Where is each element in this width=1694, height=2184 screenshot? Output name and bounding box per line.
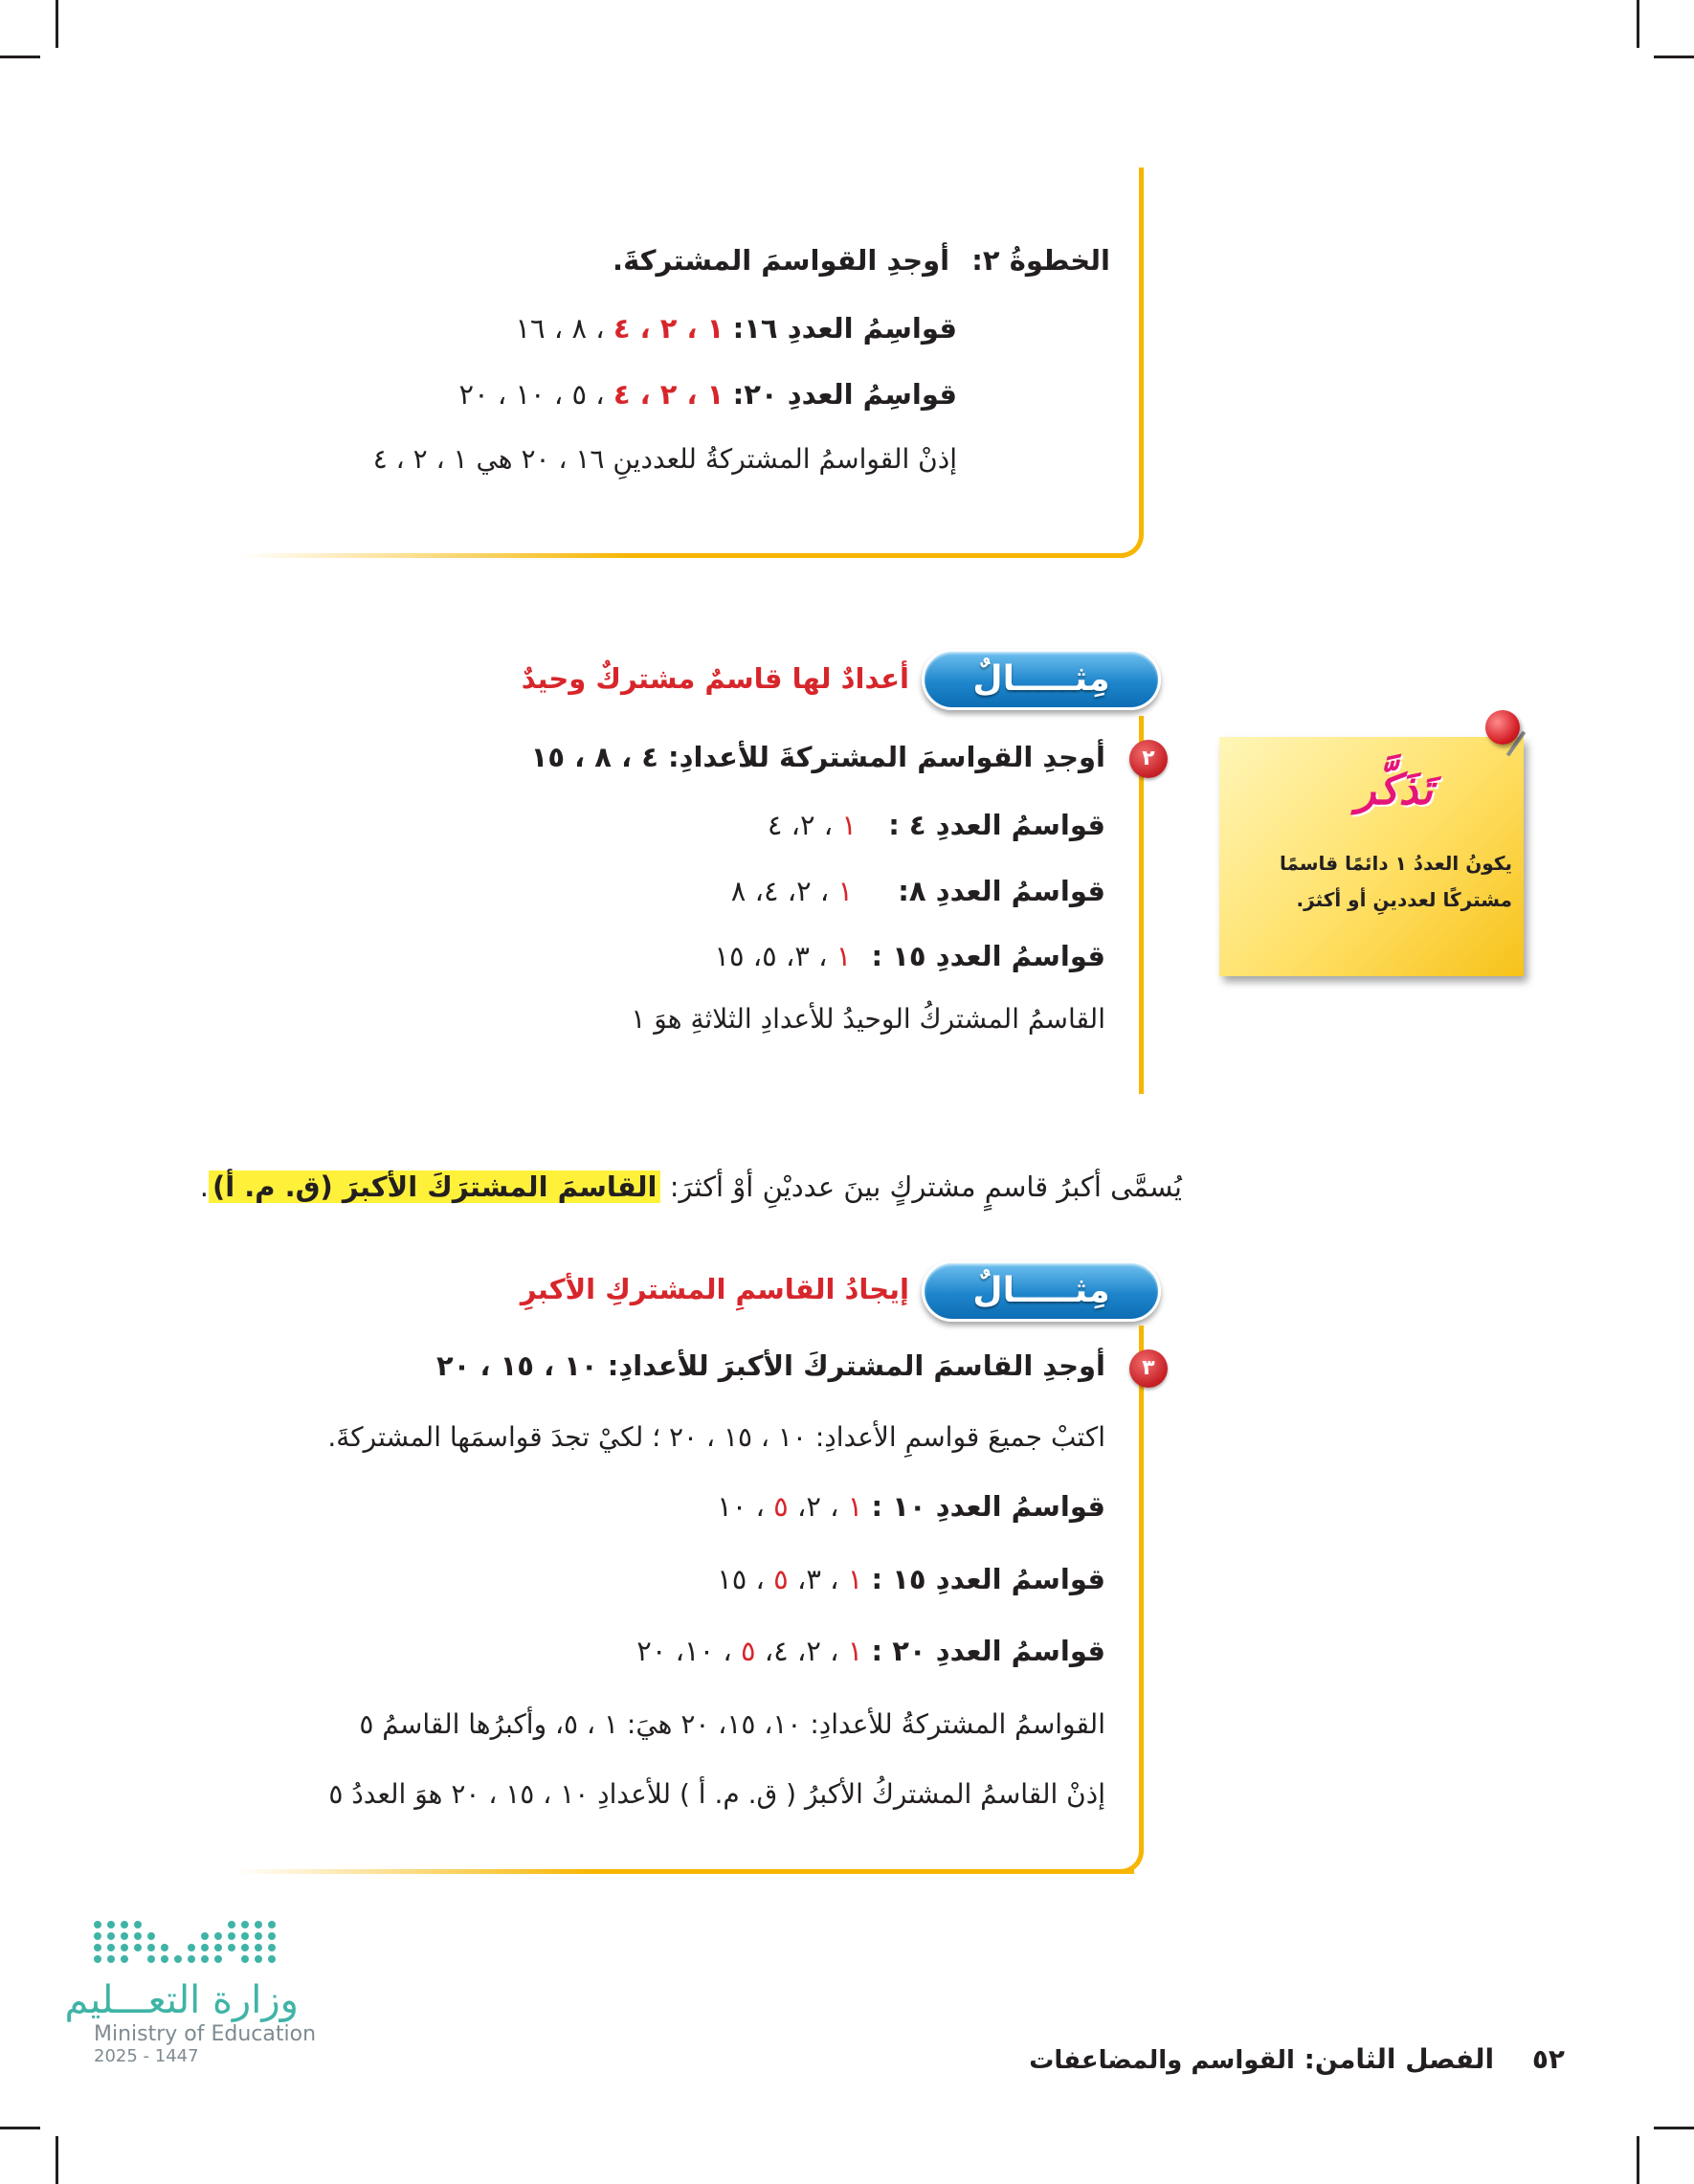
chapter-label: الفصل الثامن: — [1304, 2043, 1495, 2075]
step2-heading-line — [613, 244, 1110, 277]
step2-frame-bottom — [239, 553, 1125, 558]
remember-text-2: مشتركًا لعددينِ أو أكثرَ. — [1296, 888, 1512, 911]
divisors-16-prefix: قواسِمُ العددِ ١٦: — [732, 312, 957, 345]
example3-pill-label: مِثـــــالٌ — [972, 1271, 1110, 1310]
gcf-definition: يُسمَّى أكبرُ قاسمٍ مشتركٍ بينَ عدديْنِ أوْ أكثرَ: القاسمَ المشترَكَ الأكبرَ (ق. م. أ). — [199, 1170, 1182, 1203]
logo-year: 2025 - 1447 — [94, 2046, 199, 2066]
crop-mark — [1637, 2136, 1639, 2184]
logo-dots-icon — [94, 1921, 316, 1963]
crop-mark — [1637, 0, 1639, 48]
remember-title: تَذَكَّر — [1355, 766, 1433, 814]
example2-row: قواسمُ العددِ ٨: ١ ، ٢، ٤، ٨ — [730, 875, 1105, 907]
step2-label: الخطوةُ ٢: — [971, 244, 1110, 277]
page-footer — [1029, 2043, 1565, 2075]
example2-pill-label: مِثـــــالٌ — [972, 659, 1110, 699]
divisors-20-common: ١ ، ٢ ، ٤ — [613, 378, 724, 411]
logo-arabic: وزارة التعـــليم — [64, 1978, 299, 2022]
step2-heading: أوجدِ القواسمَ المشتركةَ. — [613, 244, 950, 277]
example3-instruction: اكتبْ جميعَ قواسمِ الأعدادِ: ١٠ ، ١٥ ، ٢٠ ؛ لكيْ تجدَ قواسمَها المشتركةَ. — [327, 1421, 1105, 1453]
divisors-20-prefix: قواسِمُ العددِ ٢٠: — [732, 378, 957, 411]
crop-mark — [1654, 56, 1694, 58]
example3-frame-bottom — [234, 1869, 1134, 1874]
step2-conclusion: إذنْ القواسمُ المشتركةُ للعددينِ ١٦ ، ٢٠ هي ١ ، ٢ ، ٤ — [372, 443, 957, 475]
example3-number-badge: ٣ — [1129, 1349, 1168, 1388]
example2-number-badge: ٢ — [1129, 740, 1168, 778]
example3-question: أوجدِ القاسمَ المشتركَ الأكبرَ للأعدادِ: ١٠ ، ١٥ ، ٢٠ — [435, 1349, 1105, 1382]
gcf-definition-highlight: القاسمَ المشترَكَ الأكبرَ (ق. م. أ) — [209, 1170, 661, 1203]
example2-row: قواسمُ العددِ ٤ : ١ ، ٢، ٤ — [767, 809, 1105, 841]
example3-title: إيجادُ القاسمِ المشتركِ الأكبرِ — [520, 1273, 909, 1305]
chapter-title: القواسم والمضاعفات — [1029, 2046, 1295, 2075]
step2-frame-right — [1139, 167, 1144, 536]
example2-conclusion: القاسمُ المشتركُ الوحيدُ للأعدادِ الثلاثةِ هوَ ١ — [631, 1003, 1105, 1035]
example3-conclusion: إذنْ القاسمُ المشتركُ الأكبرُ ( ق. م. أ ) للأعدادِ ١٠ ، ١٥ ، ٢٠ هوَ العددُ ٥ — [328, 1778, 1105, 1810]
step2-frame-corner — [1120, 531, 1144, 558]
example2-row: قواسمُ العددِ ١٥ : ١ ، ٣، ٥، ١٥ — [714, 940, 1105, 972]
crop-mark — [56, 0, 58, 48]
divisors-16-rest: ، ٨ ، ١٦ — [515, 312, 605, 345]
crop-mark — [0, 56, 40, 58]
pushpin-icon — [1485, 710, 1520, 745]
example3-common: القواسمُ المشتركةُ للأعدادِ: ١٠، ١٥، ٢٠ هيَ: ١ ، ٥، وأكبرُها القاسمُ ٥ — [359, 1708, 1105, 1740]
example3-row: قواسمُ العددِ ١٥ : ١ ، ٣، ٥ ، ١٥ — [717, 1563, 1105, 1595]
crop-mark — [1654, 2127, 1694, 2129]
remember-note — [1219, 737, 1524, 976]
page-number: ٥٢ — [1531, 2043, 1565, 2075]
ministry-logo — [64, 1921, 317, 2066]
logo-english: Ministry of Education — [94, 2022, 317, 2046]
step2-divisors-16 — [515, 312, 957, 345]
example2-question: أوجدِ القواسمَ المشتركةَ للأعدادِ: ٤ ، ٨ ، ١٥ — [530, 741, 1105, 773]
remember-text-1: يكونُ العددُ ١ دائمًا قاسمًا — [1279, 852, 1512, 875]
step2-divisors-20 — [459, 378, 957, 411]
divisors-16-common: ١ ، ٢ ، ٤ — [613, 312, 724, 345]
example3-frame-right — [1139, 1326, 1144, 1847]
crop-mark — [0, 2127, 40, 2129]
divisors-20-rest: ، ٥ ، ١٠ ، ٢٠ — [458, 378, 605, 411]
crop-mark — [56, 2136, 58, 2184]
example2-pill — [922, 649, 1161, 710]
example2-title: أعدادٌ لها قاسمٌ مشتركٌ وحيدٌ — [521, 662, 909, 695]
example3-row: قواسمُ العددِ ٢٠ : ١ ، ٢، ٤، ٥ ، ١٠، ٢٠ — [636, 1635, 1105, 1667]
example3-frame-corner — [1110, 1845, 1144, 1874]
example3-row: قواسمُ العددِ ١٠ : ١ ، ٢، ٥ ، ١٠ — [717, 1490, 1105, 1523]
example3-pill — [922, 1260, 1161, 1322]
gcf-definition-text: يُسمَّى أكبرُ قاسمٍ مشتركٍ بينَ عدديْنِ أوْ أكثرَ: — [669, 1170, 1182, 1203]
